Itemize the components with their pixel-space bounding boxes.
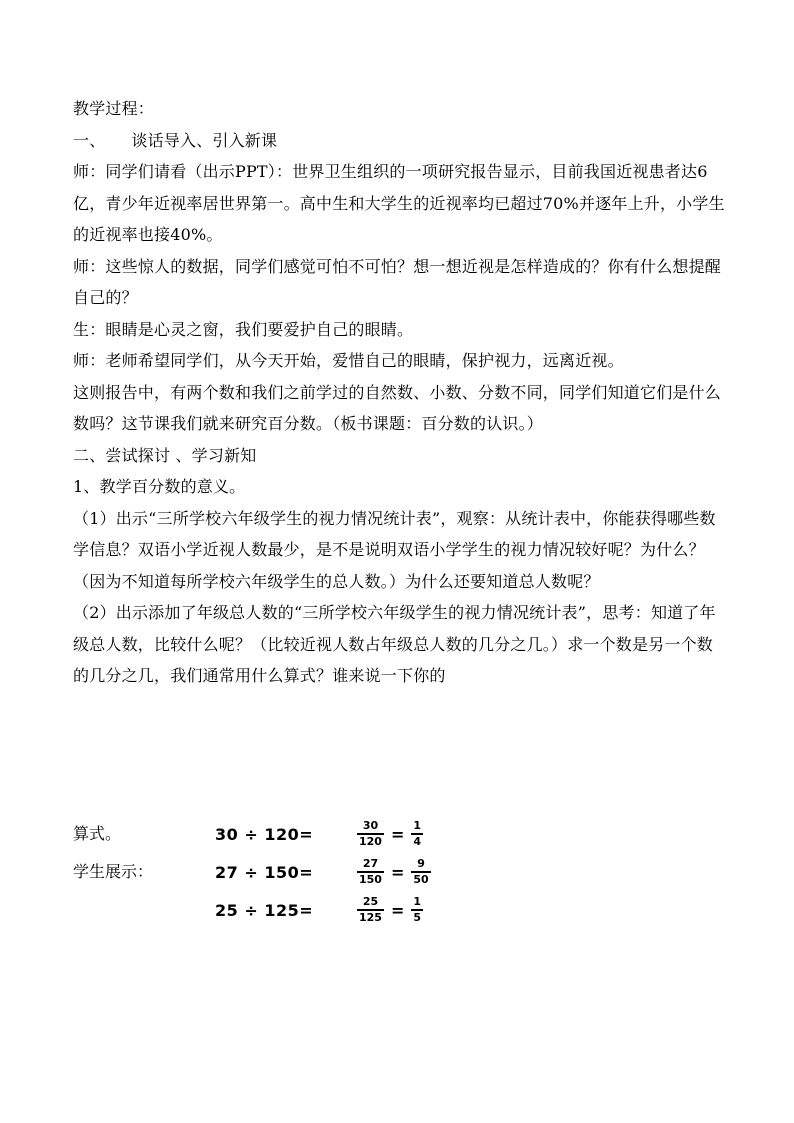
fraction bbox=[357, 896, 384, 923]
fraction-numerator: 1 bbox=[413, 895, 422, 909]
report-paragraph: 这则报告中，有两个数和我们之前学过的自然数、小数、分数不同，同学们知道它们是什么数吗？这节课我们就来研究百分数。（板书课题：百分数的认识。） bbox=[73, 382, 722, 433]
section-title: 教学过程： bbox=[73, 99, 155, 118]
fraction-numerator: 1 bbox=[413, 819, 422, 833]
student-display-label: 学生展示： bbox=[73, 862, 154, 881]
fraction-numerator: 27 bbox=[362, 857, 379, 871]
step-1-paragraph: （1）出示“三所学校六年级学生的视力情况统计表”，观察：从统计表中，你能获得哪些数学信息？双语小学近视人数最少，是不是说明双语小学学生的视力情况较好呢？为什么？ （因为不知道每所学校六年级学生的总人数。）为什么还要知道总人数呢？ bbox=[73, 508, 716, 591]
fraction-denominator: 50 bbox=[413, 872, 429, 886]
fraction bbox=[411, 858, 430, 885]
heading-two: 二、尝试探讨 、学习新知 bbox=[73, 445, 257, 465]
equation-block bbox=[73, 818, 727, 928]
equals-sign: = bbox=[390, 824, 405, 844]
teacher-paragraph-3: 师：老师希望同学们，从今天开始，爱惜自己的眼睛，保护视力，远离近视。 bbox=[73, 351, 624, 370]
fraction-numerator: 9 bbox=[417, 857, 425, 871]
fraction-numerator: 30 bbox=[362, 819, 379, 833]
heading-one-number: 一、 bbox=[73, 130, 106, 150]
fraction bbox=[357, 858, 384, 885]
heading-one-text: 谈话导入、引入新课 bbox=[131, 130, 278, 150]
fraction bbox=[411, 896, 423, 923]
subheading-1: 1、教学百分数的意义。 bbox=[73, 477, 246, 496]
teacher-paragraph-1: 师：同学们请看（出示PPT）：世界卫生组织的一项研究报告显示，目前我国近视患者达6亿，青少年近视率居世界第一。高中生和大学生的近视率均已超过70%并逐年上升，小学生的近视率也接40%。 bbox=[73, 162, 725, 244]
teacher-paragraph-2: 师：这些惊人的数据，同学们感觉可怕不可怕？想一想近视是怎样造成的？你有什么想提醒自己的？ bbox=[73, 256, 722, 307]
equation-expression: 30 ÷ 120= bbox=[215, 824, 314, 844]
equation-row bbox=[215, 818, 427, 850]
heading-one bbox=[73, 125, 727, 157]
equals-sign: = bbox=[390, 862, 405, 882]
fraction-denominator: 150 bbox=[359, 872, 382, 886]
student-paragraph: 生：眼睛是心灵之窗，我们要爱护自己的眼睛。 bbox=[73, 319, 414, 339]
formula-label: 算式。 bbox=[73, 824, 122, 843]
equation-row bbox=[215, 856, 435, 888]
equation-expression: 27 ÷ 150= bbox=[215, 862, 314, 882]
equation-row bbox=[215, 894, 427, 926]
fraction bbox=[357, 820, 384, 847]
fraction-denominator: 5 bbox=[413, 910, 422, 924]
equation-expression: 25 ÷ 125= bbox=[215, 900, 314, 920]
equals-sign: = bbox=[390, 900, 405, 920]
step-2-paragraph: （2）出示添加了年级总人数的“三所学校六年级学生的视力情况统计表”，思考：知道了年级总人数，比较什么呢？（比较近视人数占年级总人数的几分之几。）求一个数是另一个数的几分之几，我们通常用什么算式？谁来说一下你的 bbox=[73, 603, 716, 685]
fraction-numerator: 25 bbox=[362, 895, 379, 909]
fraction-denominator: 120 bbox=[359, 834, 382, 848]
document-body bbox=[73, 93, 727, 692]
fraction bbox=[411, 820, 423, 847]
fraction-denominator: 4 bbox=[413, 834, 422, 848]
fraction-denominator: 125 bbox=[359, 910, 382, 924]
